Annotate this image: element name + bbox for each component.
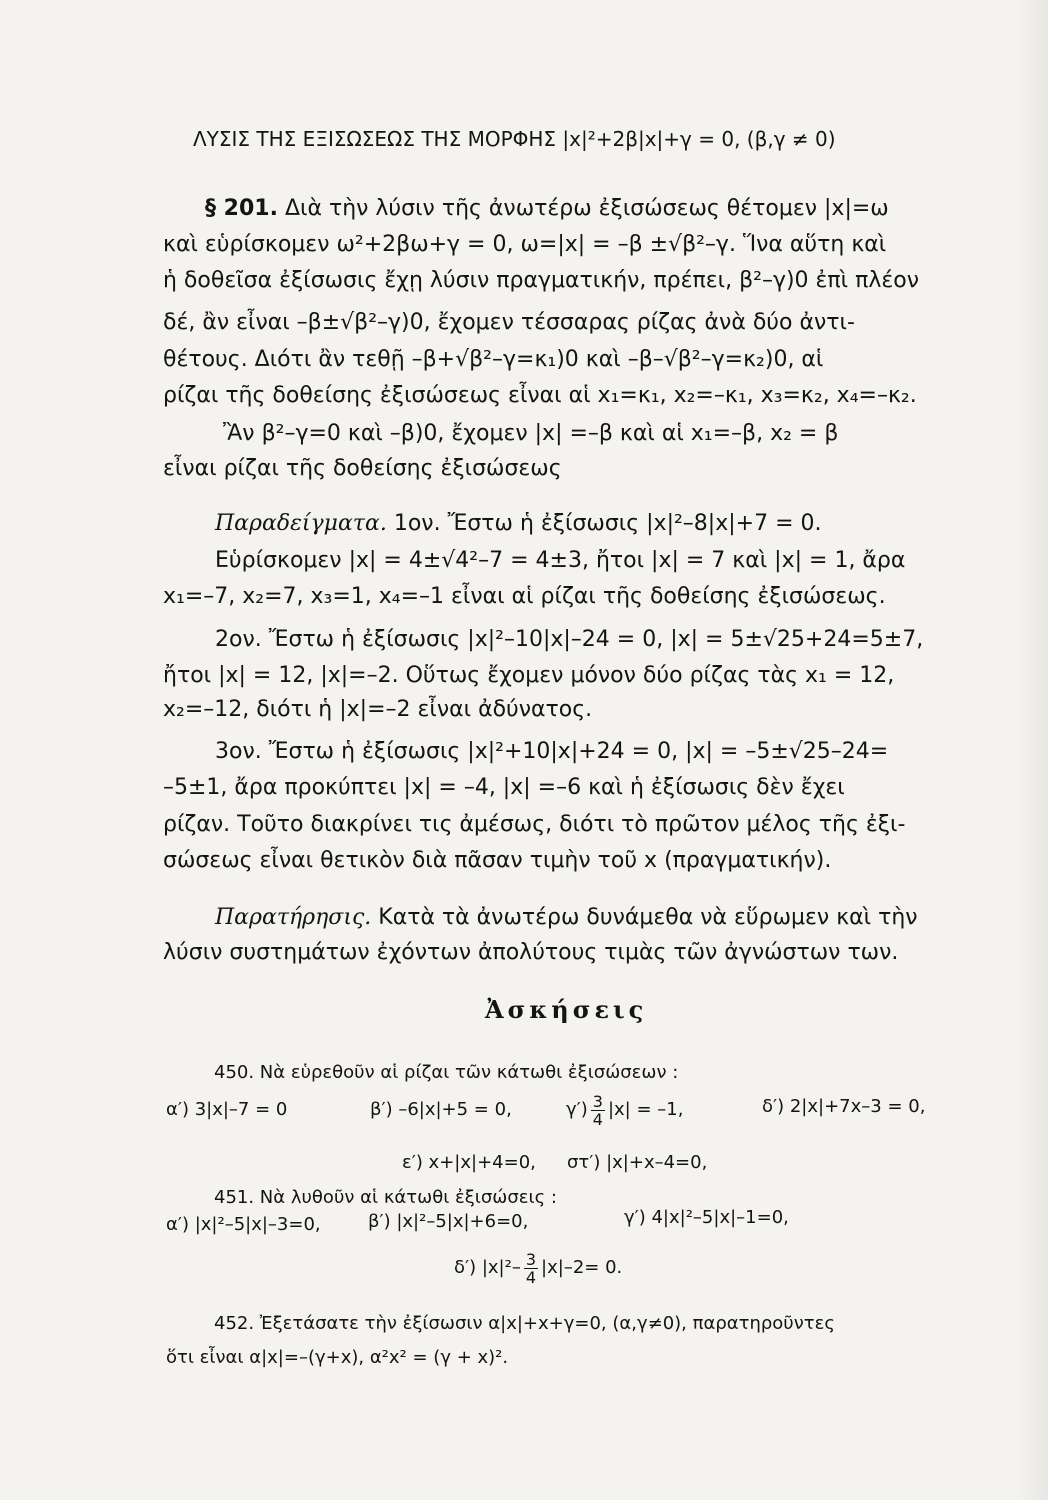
section-text-line: Διὰ τὴν λύσιν τῆς ἀνωτέρω ἐξισώσεως θέτομεν |x|=ω: [284, 196, 889, 221]
exercise-451-a: α′) |x|²–5|x|–3=0,: [166, 1214, 321, 1235]
example-text-line: –5±1, ἄρα προκύπτει |x| = –4, |x| =–6 καὶ ἡ ἐξίσωσις δὲν ἔχει: [163, 775, 845, 800]
exercise-450-c-rest: |x| = –1,: [607, 1099, 684, 1120]
section-text-line: καὶ εὑρίσκομεν ω²+2βω+γ = 0, ω=|x| = –β ±√β²–γ. Ἵνα αὕτη καὶ: [163, 232, 887, 257]
fraction-denominator: 4: [525, 1267, 537, 1287]
exercise-450-e: ε′) x+|x|+4=0,: [402, 1152, 536, 1173]
exercise-450-a: α′) 3|x|–7 = 0: [166, 1099, 288, 1120]
section-text-line: Ἂν β²–γ=0 καὶ –β)0, ἔχομεν |x| =–β καὶ αἱ x₁=–β, x₂ = β: [223, 421, 839, 446]
remark-text-line: λύσιν συστημάτων ἐχόντων ἀπολύτους τιμὰς τῶν ἀγνώστων των.: [163, 940, 899, 965]
exercise-450-c: [566, 1085, 683, 1135]
examples-first-line: [215, 511, 822, 537]
exercises-heading: Ἀσκήσεις: [485, 995, 648, 1024]
example-text-line: 1ον. Ἔστω ἡ ἐξίσωσις |x|²–8|x|+7 = 0.: [393, 511, 822, 536]
section-paragraph-first-line: [205, 196, 889, 222]
remark-text-line: Κατὰ τὰ ἀνωτέρω δυνάμεθα νὰ εὕρωμεν καὶ τὴν: [378, 905, 918, 930]
fraction-denominator: 4: [592, 1109, 603, 1129]
section-text-line: δέ, ἂν εἶναι –β±√β²–γ)0, ἔχομεν τέσσαρας ρίζας ἀνὰ δύο ἀντι-: [163, 310, 855, 335]
section-title: ΛΥΣΙΣ ΤΗΣ ΕΞΙΣΩΣΕΩΣ ΤΗΣ ΜΟΡΦΗΣ |x|²+2β|x|+γ = 0, (β,γ ≠ 0): [193, 127, 836, 151]
example-text-line: x₂=–12, διότι ἡ |x|=–2 εἶναι ἀδύνατος.: [163, 697, 593, 722]
section-text-line: θέτους. Διότι ἂν τεθῇ –β+√β²–γ=κ₁)0 καὶ –β–√β²–γ=κ₂)0, αἱ: [163, 347, 824, 372]
fraction: [591, 1093, 605, 1128]
exercise-450-intro: 450. Νὰ εὑρεθοῦν αἱ ρίζαι τῶν κάτωθι ἐξισώσεων :: [214, 1062, 679, 1083]
exercise-452-line: 452. Ἐξετάσατε τὴν ἐξίσωσιν α|x|+x+γ=0, (α,γ≠0), παρατηροῦντες: [214, 1313, 835, 1334]
exercise-450-d: δ′) 2|x|+7x–3 = 0,: [762, 1096, 926, 1117]
fraction: [524, 1251, 538, 1286]
exercise-451-d: [454, 1243, 622, 1293]
example-text-line: Εὑρίσκομεν |x| = 4±√4²–7 = 4±3, ἤτοι |x| = 7 καὶ |x| = 1, ἄρα: [215, 548, 906, 573]
exercise-451-d-label: δ′) |x|²–: [454, 1257, 521, 1278]
section-text-line: εἶναι ρίζαι τῆς δοθείσης ἐξισώσεως: [163, 456, 562, 481]
section-text-line: ἡ δοθεῖσα ἐξίσωσις ἔχῃ λύσιν πραγματικήν, πρέπει, β²–γ)0 ἐπὶ πλέον: [163, 268, 920, 293]
remark-first-line: [215, 905, 918, 931]
example-text-line: 2ον. Ἔστω ἡ ἐξίσωσις |x|²–10|x|–24 = 0, |x| = 5±√25+24=5±7,: [215, 627, 924, 652]
exercise-450-st: στ′) |x|+x–4=0,: [567, 1152, 708, 1173]
remark-label: Παρατήρησις.: [215, 905, 372, 930]
example-text-line: 3ον. Ἔστω ἡ ἐξίσωσις |x|²+10|x|+24 = 0, |x| = –5±√25–24=: [215, 739, 889, 764]
section-number: § 201.: [205, 196, 278, 221]
exercise-450-b: β′) –6|x|+5 = 0,: [370, 1099, 512, 1120]
fraction-numerator: 3: [592, 1091, 603, 1111]
exercise-450-c-label: γ′): [566, 1099, 588, 1120]
page-edge-shadow: [1018, 0, 1048, 1500]
example-text-line: x₁=–7, x₂=7, x₃=1, x₄=–1 εἶναι αἱ ρίζαι τῆς δοθείσης ἐξισώσεως.: [163, 584, 886, 609]
exercise-451-c: γ′) 4|x|²–5|x|–1=0,: [624, 1207, 789, 1228]
example-text-line: ρίζαν. Τοῦτο διακρίνει τις ἀμέσως, διότι τὸ πρῶτον μέλος τῆς ἐξι-: [163, 812, 906, 837]
exercise-451-b: β′) |x|²–5|x|+6=0,: [368, 1211, 529, 1232]
exercise-451-d-rest: |x|–2= 0.: [541, 1257, 623, 1278]
examples-label: Παραδείγματα.: [215, 511, 387, 536]
fraction-numerator: 3: [525, 1249, 537, 1269]
exercise-452-line: ὅτι εἶναι α|x|=–(γ+x), α²x² = (γ + x)².: [166, 1347, 509, 1368]
section-text-line: ρίζαι τῆς δοθείσης ἐξισώσεως εἶναι αἱ x₁=κ₁, x₂=–κ₁, x₃=κ₂, x₄=–κ₂.: [163, 383, 917, 408]
example-text-line: σώσεως εἶναι θετικὸν διὰ πᾶσαν τιμὴν τοῦ x (πραγματικήν).: [163, 848, 832, 873]
example-text-line: ἤτοι |x| = 12, |x|=–2. Οὕτως ἔχομεν μόνον δύο ρίζας τὰς x₁ = 12,: [163, 663, 895, 688]
exercise-451-intro: 451. Νὰ λυθοῦν αἱ κάτωθι ἐξισώσεις :: [214, 1187, 557, 1208]
